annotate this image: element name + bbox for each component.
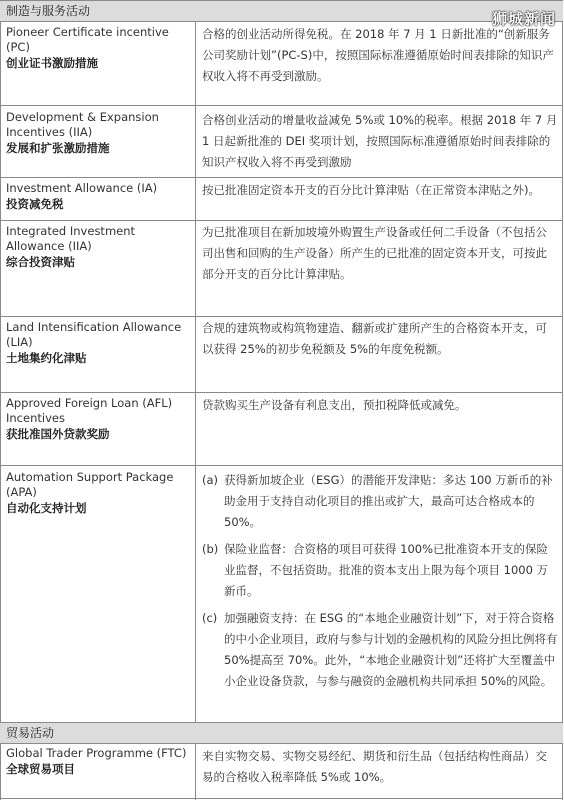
row-divider	[0, 465, 563, 466]
incentive-name-en: Pioneer Certificate incentive (PC)	[6, 25, 169, 54]
incentive-name-en: Integrated Investment Allowance (IIA)	[6, 224, 136, 253]
row-ia-name	[6, 181, 194, 212]
row-divider	[0, 392, 563, 393]
column-divider	[195, 22, 196, 722]
row-divider	[0, 316, 563, 317]
list-marker: (b)	[202, 542, 219, 556]
row-divider	[0, 220, 563, 221]
column-divider	[195, 744, 196, 800]
list-item	[202, 608, 558, 692]
row-apa-name	[6, 470, 194, 516]
incentive-description: 贷款购买生产设备有利息支出，预扣税降低或减免。	[202, 398, 467, 412]
list-text: 加强融资支持：在 ESG 的“本地企业融资计划”下，对于符合资格的中小企业项目，政府与参与计划的金融机构的风险分担比例将有 50%提高至 70%。此外，“本地企业融资计划”还将扩大至覆盖中小企业设备贷款，与参与融资的金融机构共同承担 50%的风险。	[224, 611, 558, 688]
row-gtp-name	[6, 746, 194, 777]
incentive-name-en: Approved Foreign Loan (AFL) Incentives	[6, 396, 173, 425]
list-text: 保险业监督：合资格的项目可获得 100%已批准资本开支的保险业监督，不包括资助。批准的资本支出上限为每个项目 1000 万新币。	[224, 542, 549, 598]
row-dei-name	[6, 110, 194, 156]
incentive-name-cn: 创业证书激励措施	[6, 56, 98, 70]
incentive-description: 为已批准项目在新加坡境外购置生产设备或任何二手设备（不包括公司出售和回购的生产设备）所产生的已批准的固定资本开支，可按此部分开支的百分比计算津贴。	[202, 225, 547, 281]
incentive-description: 合规的建筑物或构筑物建造、翻新或扩建所产生的合格资本开支，可以获得 25%的初步免税额及 5%的年度免税额。	[202, 321, 547, 356]
incentive-description: 合格的创业活动所得免税。在 2018 年 7 月 1 日新批准的“创新服务公司奖励计划”(PC-S)中，按照国际标准遵循原始时间表排除的知识产权收入将不再受到激励。	[202, 27, 554, 83]
incentive-description-list	[202, 470, 558, 692]
incentive-description: 合格创业活动的增量收益减免 5%或 10%的税率。根据 2018 年 7 月 1 日起新批准的 DEI 奖项计划，按照国际标准遵循原始时间表排除的知识产权收入将不再受到激励	[202, 113, 558, 169]
row-divider	[0, 798, 563, 799]
section-header-manufacturing: 制造与服务活动	[0, 0, 563, 22]
incentive-name-en: Land Intensification Allowance (LIA)	[6, 320, 182, 349]
incentive-name-cn: 土地集约化津贴	[6, 351, 87, 365]
watermark-logo: 狮城新闻	[491, 10, 556, 28]
table-border-left	[0, 0, 1, 800]
table-border-right	[562, 0, 563, 800]
row-iia-name	[6, 224, 194, 270]
incentive-description: 按已批准固定资本开支的百分比计算津贴（在正常资本津贴之外)。	[202, 183, 540, 197]
row-lia-name	[6, 320, 194, 366]
incentive-name-cn: 自动化支持计划	[6, 501, 87, 515]
row-divider	[0, 177, 563, 178]
incentive-name-en: Global Trader Programme (FTC)	[6, 746, 187, 760]
row-pioneer-name	[6, 25, 194, 71]
incentive-name-en: Automation Support Package (APA)	[6, 470, 174, 499]
incentive-description: 来自实物交易、实物交易经纪、期货和衍生品（包括结构性商品）交易的合格收入税率降低 5%或 10%。	[202, 749, 547, 784]
row-divider	[0, 105, 563, 106]
incentive-name-cn: 发展和扩张激励措施	[6, 141, 110, 155]
list-text: 获得新加坡企业（ESG）的潜能开发津贴：多达 100 万新币的补助金用于支持自动化项目的推出或扩大，最高可达合格成本的 50%。	[224, 473, 553, 529]
incentive-name-en: Investment Allowance (IA)	[6, 181, 158, 195]
list-item	[202, 470, 558, 533]
section-header-trade: 贸易活动	[0, 722, 563, 744]
list-marker: (c)	[202, 611, 218, 625]
list-item	[202, 539, 558, 602]
incentive-name-cn: 全球贸易项目	[6, 762, 75, 776]
incentive-name-cn: 综合投资津贴	[6, 255, 75, 269]
incentive-name-en: Development & Expansion Incentives (IIA)	[6, 110, 159, 139]
incentive-name-cn: 获批准国外贷款奖励	[6, 427, 110, 441]
row-afl-name	[6, 396, 194, 442]
incentive-name-cn: 投资减免税	[6, 197, 64, 211]
list-marker: (a)	[202, 473, 219, 487]
